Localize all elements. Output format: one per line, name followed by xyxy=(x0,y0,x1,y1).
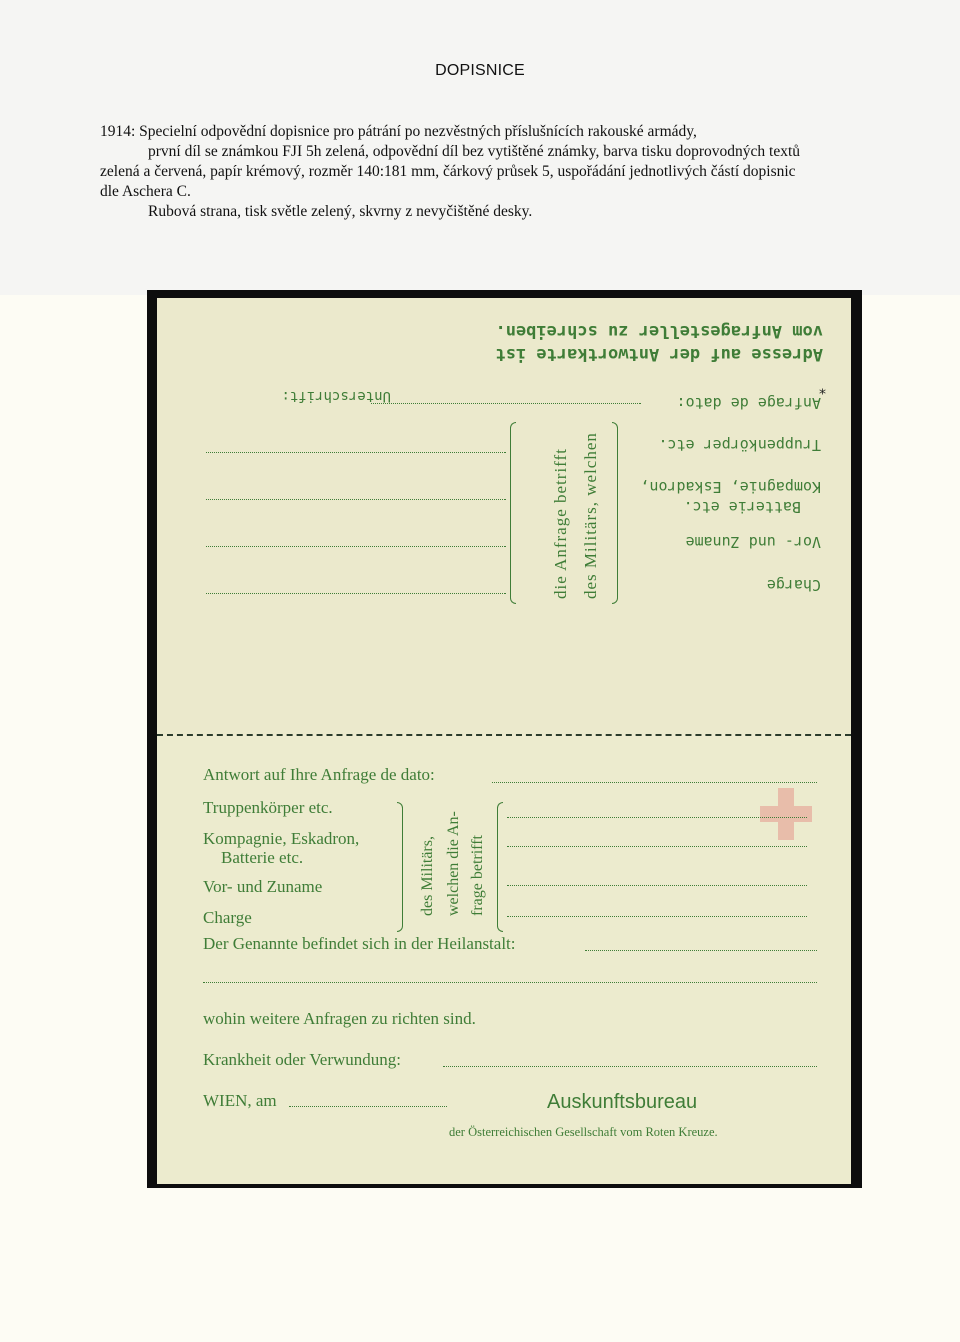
inquiry-line-4 xyxy=(206,452,506,453)
answer-line-2 xyxy=(507,846,807,847)
wohin-label: wohin weitere Anfragen zu richten sind. xyxy=(203,1009,476,1028)
answer-field-batterie: Batterie etc. xyxy=(221,848,304,867)
answer-brace-left xyxy=(397,802,403,932)
field-batterie: Batterie etc. xyxy=(683,498,801,516)
inquiry-half xyxy=(157,298,851,734)
heilanstalt-line xyxy=(203,982,817,983)
description-line-4: dle Aschera C. xyxy=(100,183,191,200)
address-note-line-2: vom Anfragesteller zu schreiben. xyxy=(495,321,823,341)
brace-left xyxy=(612,422,618,604)
inquiry-line-1 xyxy=(206,593,506,594)
perforation-fold xyxy=(157,734,851,736)
field-truppenkoerper: Truppenkörper etc. xyxy=(658,436,821,454)
krankheit-label: Krankheit oder Verwundung: xyxy=(203,1050,401,1069)
wien-line xyxy=(289,1106,447,1107)
description-line-1: 1914: Specielní odpovědní dopisnice pro pátrání po nezvěstných příslušnících rakouské armády, xyxy=(100,123,697,140)
ink-spot: ⁎ xyxy=(819,383,826,398)
answer-line-1 xyxy=(507,817,807,818)
anfrage-line xyxy=(371,403,641,404)
brace-right xyxy=(510,422,516,604)
page-title: DOPISNICE xyxy=(435,62,525,79)
unterschrift-label: Unterschrift: xyxy=(281,388,391,404)
inquiry-line-2 xyxy=(206,546,506,547)
bureau-label: Auskunftsbureau xyxy=(547,1091,698,1113)
genannte-label: Der Genannte befindet sich in der Heilanstalt: xyxy=(203,934,516,953)
inquiry-half-rotated xyxy=(157,298,851,734)
address-note-line-1: Adresse auf der Antwortkarte ist xyxy=(495,344,823,364)
field-kompagnie: Kompagnie, Eskadron, xyxy=(640,478,821,496)
description-line-5: Rubová strana, tisk světle zelený, skvrny z nevyčištěné desky. xyxy=(148,203,533,220)
description xyxy=(100,122,900,222)
antwort-label: Antwort auf Ihre Anfrage de dato: xyxy=(203,765,435,784)
wien-label: WIEN, am xyxy=(203,1091,277,1110)
answer-brace-right xyxy=(497,802,503,932)
answer-line-4 xyxy=(507,916,807,917)
answer-vertical-3: frage betrifft xyxy=(469,835,486,916)
vertical-text-2: die Anfrage betrifft xyxy=(551,448,570,599)
inquiry-line-3 xyxy=(206,499,506,500)
field-charge: Charge xyxy=(766,576,821,594)
field-anfrage: Anfrage de dato: xyxy=(676,394,821,412)
genannte-line xyxy=(585,950,817,951)
vertical-text-1: des Militärs, welchen xyxy=(581,432,600,599)
postcard xyxy=(157,298,851,1184)
antwort-line xyxy=(492,782,817,783)
gesellschaft-label: der Österreichischen Gesellschaft vom Roten Kreuze. xyxy=(449,1125,718,1139)
field-zuname: Vor- und Zuname xyxy=(685,533,821,551)
answer-vertical-1: des Militärs, xyxy=(419,836,436,916)
description-line-2: první díl se známkou FJI 5h zelená, odpovědní díl bez vytištěné známky, barva tisku doprovodných textů xyxy=(148,143,800,160)
krankheit-line xyxy=(443,1066,817,1067)
answer-field-zuname: Vor- und Zuname xyxy=(203,877,323,896)
answer-field-truppenkoerper: Truppenkörper etc. xyxy=(203,798,333,817)
answer-vertical-2: welchen die An- xyxy=(445,811,462,916)
answer-line-3 xyxy=(507,885,807,886)
answer-field-kompagnie: Kompagnie, Eskadron, xyxy=(203,829,360,848)
answer-field-charge: Charge xyxy=(203,908,252,927)
description-line-3: zelená a červená, papír krémový, rozměr 140:181 mm, čárkový průsek 5, uspořádání jednotlivých částí dopisnic xyxy=(100,163,796,180)
answer-half xyxy=(157,738,851,1184)
